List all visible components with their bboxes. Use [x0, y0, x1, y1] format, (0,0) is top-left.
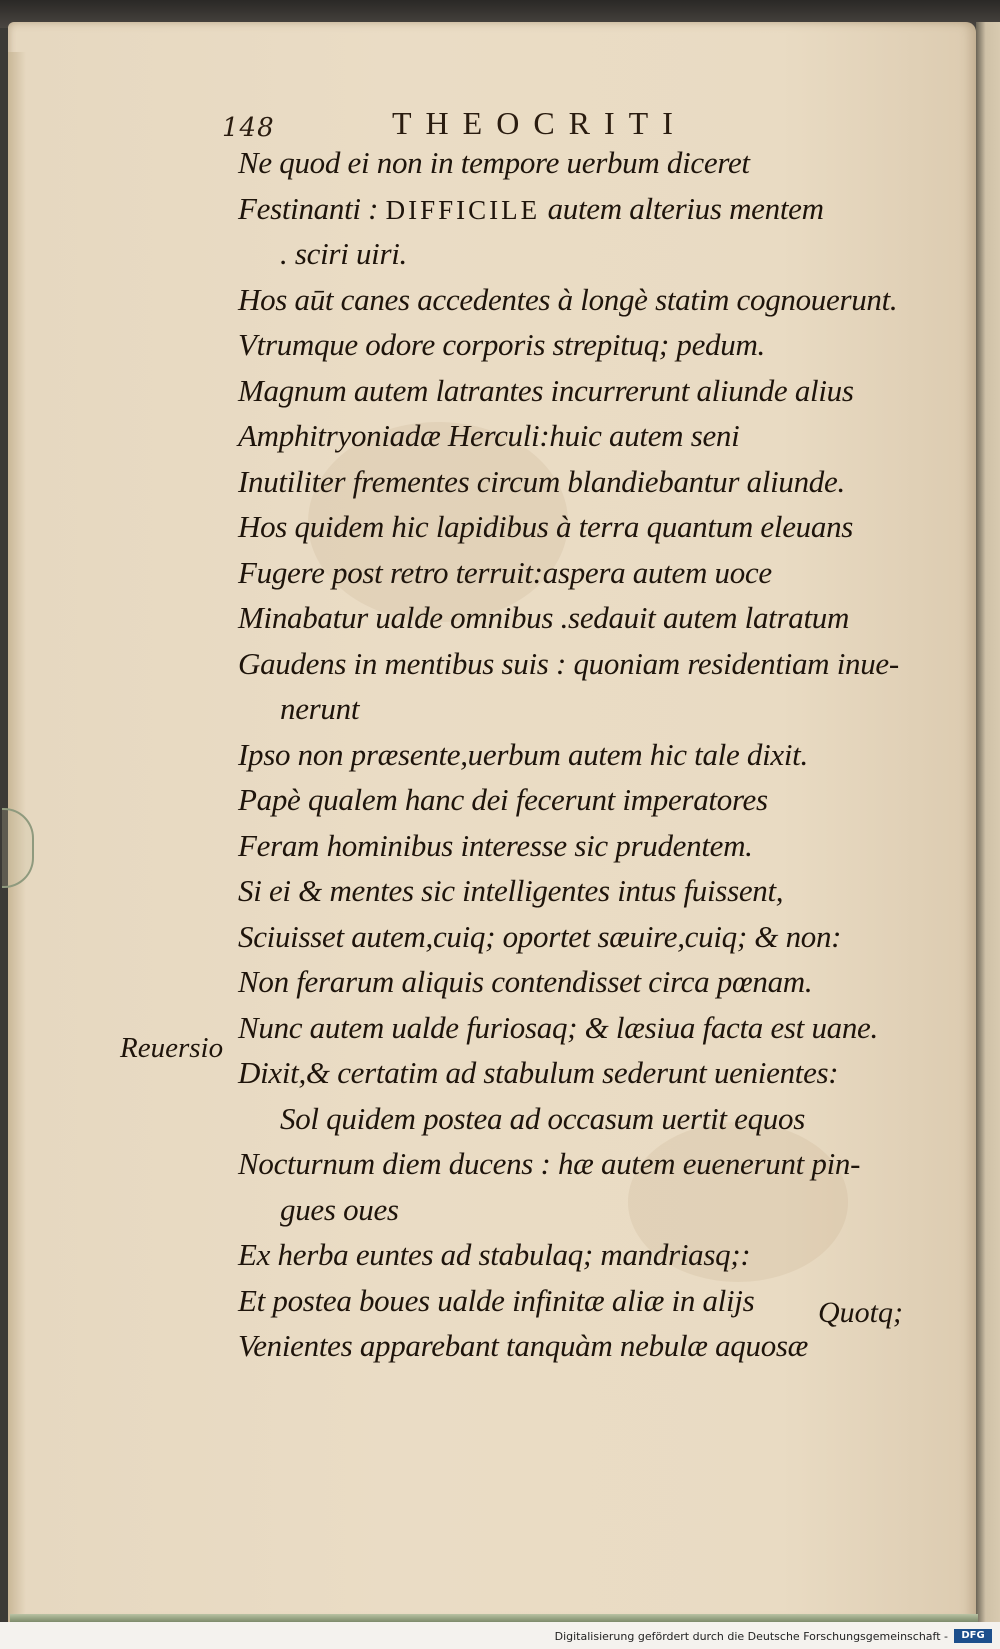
- running-head-title: THEOCRITI: [392, 105, 687, 141]
- text-line: Sciuisset autem,cuiq; oportet sæuire,cuiq; & non:: [238, 918, 842, 954]
- text-line: Sol quidem postea ad occasum uertit equos: [280, 1100, 805, 1136]
- next-page-edge: [976, 22, 1000, 1622]
- text-line: Gaudens in mentibus suis : quoniam residentiam inue-: [238, 645, 899, 681]
- dfg-logo: DFG: [954, 1629, 992, 1643]
- page-number: 148: [222, 113, 275, 143]
- text-line: Fugere post retro terruit:aspera autem uoce: [238, 554, 772, 590]
- text-line: Amphitryoniadæ Herculi:huic autem seni: [238, 418, 740, 453]
- text-line: Magnum autem latrantes incurrerunt aliunde alius: [238, 372, 854, 408]
- text-line: Non ferarum aliquis contendisset circa pœnam.: [238, 964, 813, 999]
- text-line: Inutiliter frementes circum blandiebantur aliunde.: [238, 463, 845, 499]
- text-line: Feram hominibus interesse sic prudentem.: [238, 827, 753, 863]
- latin-text-block: [238, 140, 928, 1369]
- text-line: Vtrumque odore corporis strepituq; pedum.: [238, 327, 765, 362]
- text-line: Nunc autem ualde furiosaq; & læsiua facta est uane.: [238, 1009, 878, 1045]
- text-line: Hos quidem hic lapidibus à terra quantum eleuans: [238, 509, 854, 544]
- running-head: [222, 105, 822, 145]
- text-line: Nocturnum diem ducens : hæ autem euenerunt pin-: [238, 1146, 861, 1181]
- text-line: Venientes apparebant tanquàm nebulæ aquosæ: [238, 1328, 809, 1363]
- text-line: Minabatur ualde omnibus .sedauit autem latratum: [238, 600, 850, 635]
- text-line: Dixit,& certatim ad stabulum sederunt uenientes:: [238, 1055, 839, 1090]
- catchword: Quotq;: [818, 1296, 903, 1329]
- text-line: nerunt: [280, 691, 360, 726]
- text-line: Ex herba euntes ad stabulaq; mandriasq;:: [238, 1237, 751, 1272]
- digitization-credit: Digitalisierung gefördert durch die Deutsche Forschungsgemeinschaft -: [554, 1630, 948, 1643]
- text-line: . sciri uiri.: [280, 236, 408, 271]
- text-line: gues oues: [280, 1191, 399, 1227]
- margin-note: Reuersio: [120, 1032, 224, 1064]
- text-line: Ne quod ei non in tempore uerbum diceret: [238, 145, 750, 180]
- text-line: Si ei & mentes sic intelligentes intus fuissent,: [238, 873, 784, 908]
- text-line: Festinanti : DIFFICILE autem alterius mentem: [238, 190, 824, 226]
- text-line: Et postea boues ualde infinitæ aliæ in alijs: [238, 1282, 755, 1318]
- text-line: Papè qualem hanc dei fecerunt imperatores: [238, 782, 768, 817]
- scan-bottom-edge: [10, 1614, 978, 1622]
- text-line: Hos aūt canes accedentes à longè statim cognouerunt.: [238, 281, 898, 317]
- text-line: Ipso non præsente,uerbum autem hic tale dixit.: [238, 736, 808, 772]
